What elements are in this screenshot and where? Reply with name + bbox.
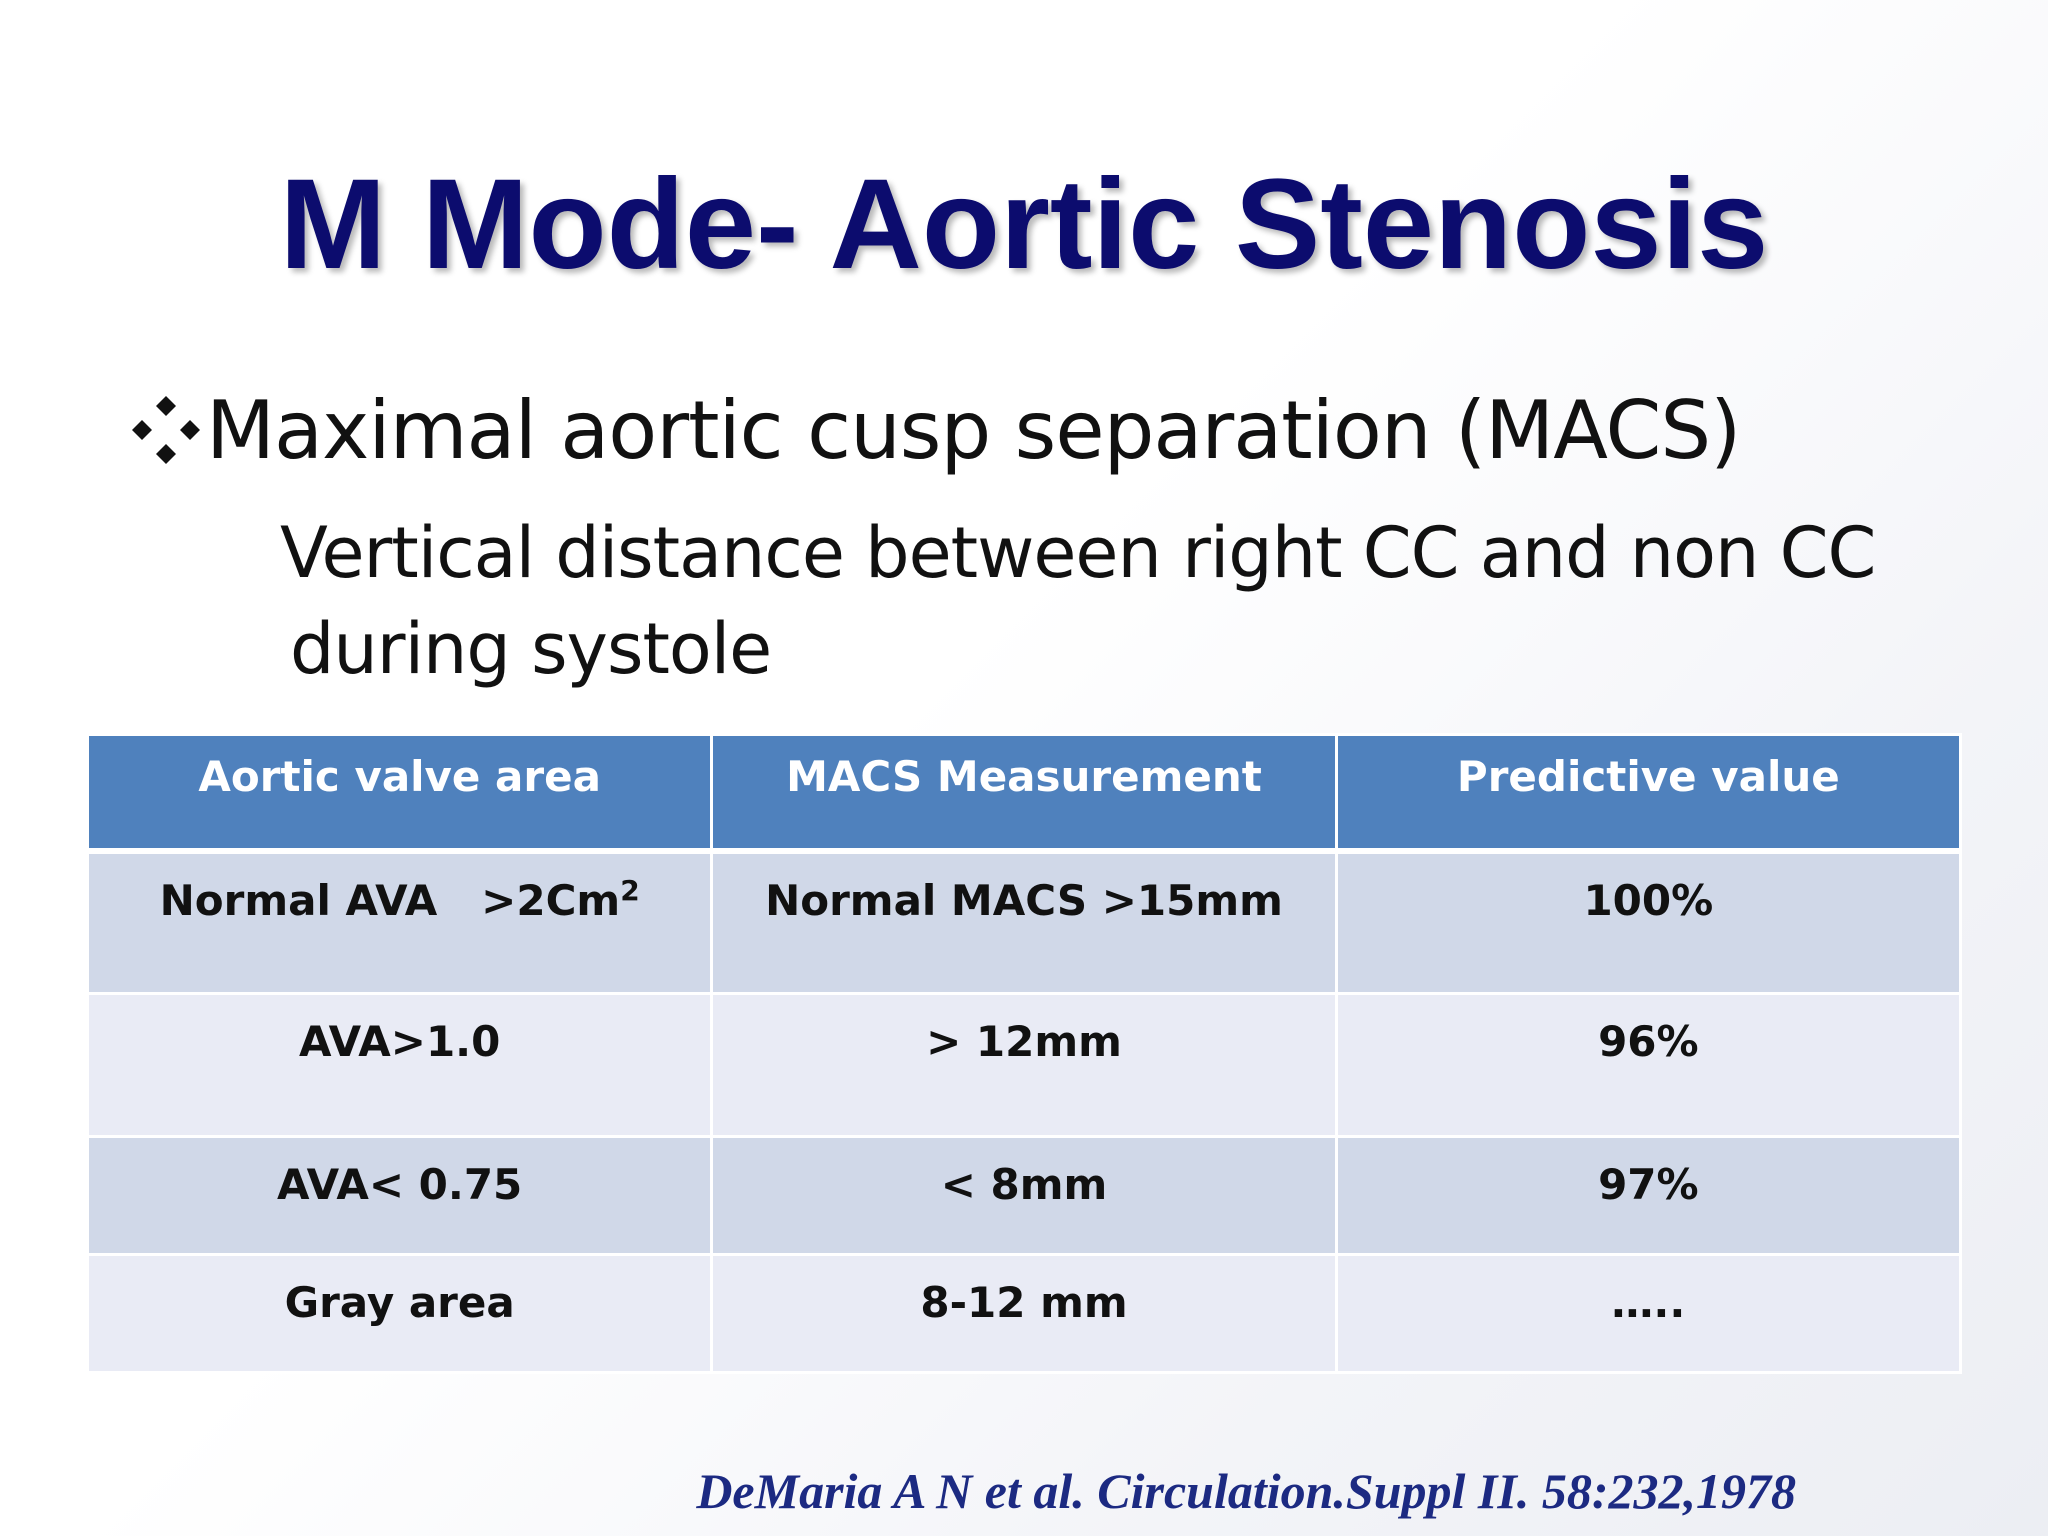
table-row	[88, 1137, 1961, 1255]
cell-macs: 8-12 mm	[712, 1255, 1336, 1373]
cell-value: 97%	[1336, 1137, 1960, 1255]
header-macs-measurement: MACS Measurement	[712, 735, 1336, 851]
four-diamond-bullet-icon	[128, 392, 204, 468]
cell-area: AVA>1.0	[88, 994, 712, 1137]
sub-text-line-2: during systole	[290, 608, 772, 690]
header-predictive-value: Predictive value	[1336, 735, 1960, 851]
cell-area	[88, 851, 712, 994]
cell-value: …..	[1336, 1255, 1960, 1373]
cell-area: AVA< 0.75	[88, 1137, 712, 1255]
citation: DeMaria A N et al. Circulation.Suppl II. 58:232,1978	[696, 1463, 1796, 1519]
cell-value: 100%	[1336, 851, 1960, 994]
bullet-item	[128, 380, 1740, 480]
sub-text-line-1: Vertical distance between right CC and non CC	[280, 512, 1876, 594]
table-header-row	[88, 735, 1961, 851]
cell-macs: < 8mm	[712, 1137, 1336, 1255]
cell-area-superscript: 2	[620, 873, 640, 907]
slide-title: M Mode- Aortic Stenosis	[279, 153, 1769, 296]
cell-area: Gray area	[88, 1255, 712, 1373]
table-row	[88, 994, 1961, 1137]
cell-area-text: Normal AVA >2Cm	[159, 875, 621, 925]
sub-text	[280, 505, 1876, 697]
bullet-text: Maximal aortic cusp separation (MACS)	[206, 383, 1741, 477]
macs-table	[86, 733, 1962, 1374]
header-aortic-valve-area: Aortic valve area	[88, 735, 712, 851]
table-row	[88, 1255, 1961, 1373]
table-row	[88, 851, 1961, 994]
cell-value: 96%	[1336, 994, 1960, 1137]
cell-macs: > 12mm	[712, 994, 1336, 1137]
cell-macs: Normal MACS >15mm	[712, 851, 1336, 994]
